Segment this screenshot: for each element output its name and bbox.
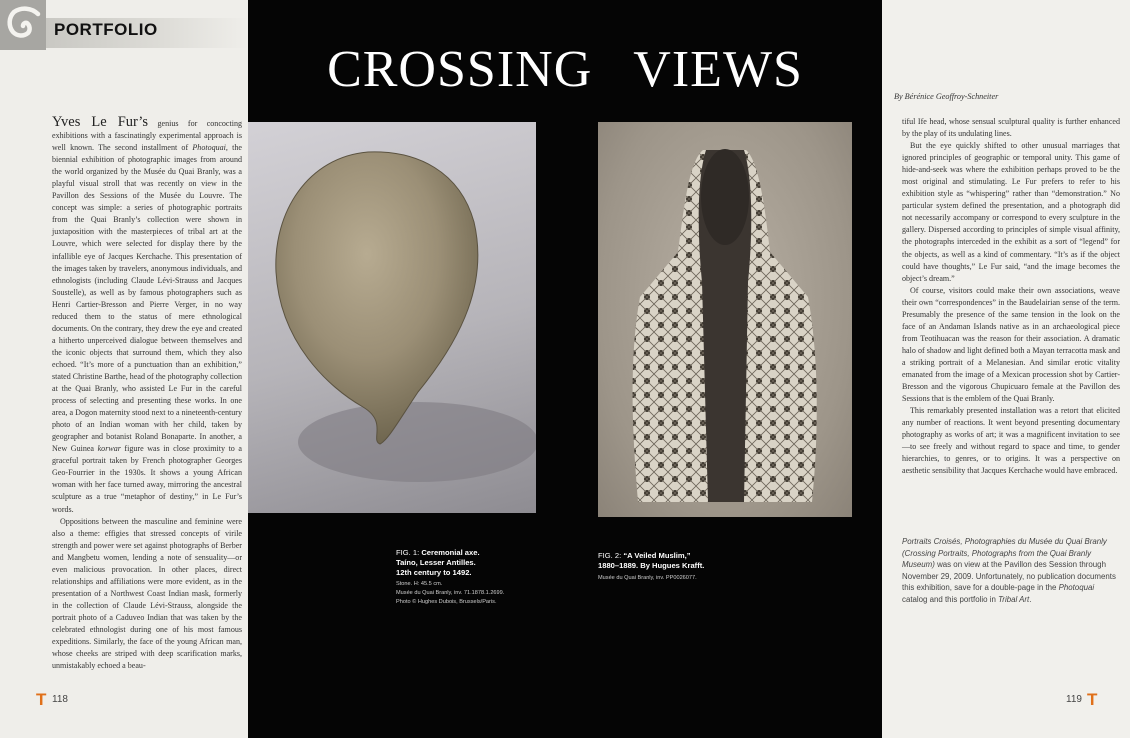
dropcap-lead: Yves Le Fur’s [52, 114, 149, 130]
paragraph-2: But the eye quickly shifted to other unusual marriages that ignored principles of geographic or temporal unity. This game of hide-and-seek was where the exhibition perhaps proved to be the most original and stimulating. Le Fur prefers to refer to his exhibition style as “whispering” rather than “demonstration.” No particular system defined the presentation, and a photograph did not necessarily accompany or correspond to every sculpture in the gallery. Dispersed according to principles of simple visual affinity, the photographs interceded in the exhibit as a sort of “legend” for the objects, as well as a kind of commentary. “It’s as if the object could have thoughts,” Le Fur said, “and the image becomes the object’s dream.” [902, 141, 1120, 283]
right-page [882, 0, 1130, 738]
paragraph-1: Yves Le Fur’s genius for concocting exhibitions with a fascinatingly experimental approach is well known. The second installment of Photoquai, the biennial exhibition of photographic images from around the world organized by the Musée du Quai Branly, was a playful visual stroll that was recently on view in the Pavillon des Sessions of the Musée du Louvre. The concept was simple: a series of photographic portraits from the Quai Branly’s collection were shown in juxtaposition with the masterpieces of tribal art at the Louvre, which were selected for display there by the infallible eye of Jacques Kerchache. This presentation of the images taken by travelers, anonymous individuals, and ethnologists (including Claude Lévi-Strauss and Jacques Soustelle), as well as by famous photographers such as Henri Cartier-Bresson and Pierre Verger, in no way reduced them to the status of mere ethnological documents. On the contrary, they drew the eye and created a hitherto unperceived dialogue between themselves and the iconic objects that surround them, which they also echoed. “It’s more of a punctuation than an exhibition,” stated Christine Barthe, head of the photography collection at the Quai Branly, who assisted Le Fur in the careful process of selecting and presenting these works. In one area, a Dogon maternity stood next to a nineteenth-century photo of an Indian woman with her child, taken by geographer and botanist Roland Bonaparte. In another, a New Guinea korwar figure was in close proximity to a graceful portrait taken by French photographer Georges Geo-Fourrier in the 1930s. It shows a young African woman with her face turned away, mirroring the ancestral sculpture as a true “metaphor of destiny,” in Le Fur’s words. [52, 114, 243, 514]
spiral-logo-icon [0, 0, 46, 50]
right-body-text [902, 116, 1120, 477]
magazine-t-logo-icon: T [36, 690, 47, 709]
paragraph-4: This remarkably presented installation was a retort that elicited any number of reactions. It went beyond presenting documentary photography as works of art; it was a magnificent invitation to see—to see freely and without regard to space and time, to gender hierarchies, to genres, or to origins. It was a perspective on aesthetic sensibility that Jacques Kerchache would have embraced. [902, 406, 1120, 476]
center-spread [248, 0, 882, 738]
article-headline: CROSSING VIEWS [327, 41, 803, 98]
page-number-right: 119 [1066, 694, 1082, 705]
byline: By Bérénice Geoffroy-Schneiter [894, 92, 999, 101]
section-label: PORTFOLIO [54, 20, 158, 39]
left-body-text [52, 116, 242, 672]
ceremonial-axe-image [248, 122, 536, 513]
photo-veiled-muslim [598, 122, 852, 517]
exhibition-footnote: Portraits Croisés, Photographies du Musée du Quai Branly (Crossing Portraits, Photographs from the Quai Branly Museum) was on view at the Pavillon des Session through November 29, 2009. Unfortunately, no publication documents this exhibition, save for a double-page in the Photoquai catalog and this portfolio in Tribal Art. [902, 537, 1116, 604]
left-page [0, 0, 248, 738]
veiled-figure-image [598, 122, 852, 517]
caption-fig-1: FIG. 1: Ceremonial axe. Taíno, Lesser Antilles. 12th century to 1492. Stone. H: 45.5 cm. Musée du Quai Branly, inv. 71.1878.1.2699. Photo © Hughes Dubois, Brussels/Paris. [396, 548, 505, 606]
paragraph-3: Of course, visitors could make their own associations, weave their own “correspondences” in the Baudelairian sense of the term. Presumably the presence of the same tension in the look on the face of an Andaman Islands native as in an archaeological piece from Teotihuacan was the reason for their association. A dramatic halo of shadow and light defined both a Mayan terracotta mask and a striking portrait of a Melanesian. And similar erotic vitality emanated from the image of a Mexican procession shot by Cartier-Bresson and the vigorous Chupicuaro female at the Pavillon des Sessions that is the emblem of the Quai Branly. [902, 285, 1120, 404]
magazine-t-logo-icon: T [1087, 690, 1098, 709]
caption-fig-2: FIG. 2: “A Veiled Muslim,” 1880–1889. By Hugues Krafft. Musée du Quai Branly, inv. PP0026077. [598, 551, 705, 581]
paragraph-2: Oppositions between the masculine and feminine were also a theme: effigies that stressed concepts of virile strength and power were set against photographs of Berber and Mangbetu women, lending a note of sensuality—or even malicious provocation. In other places, direct relationships and affiliations were more evident, as in the presentation of a Northwest Coast Indian mask, formerly in the collection of Claude Lévi-Strauss, alongside the portrait photo of a Caduveo Indian that was taken by the celebrated ethnologist during one of his most famous expeditions. Similarly, the face of the young African man, whose cheeks are striped with deep scarification marks, unmistakably echoed a beau- [52, 516, 242, 671]
photo-ceremonial-axe [248, 122, 536, 513]
page-number-left: 118 [52, 694, 68, 705]
paragraph-continued: tiful Ife head, whose sensual sculptural quality is further enhanced by the play of its undulating lines. [902, 117, 1120, 139]
